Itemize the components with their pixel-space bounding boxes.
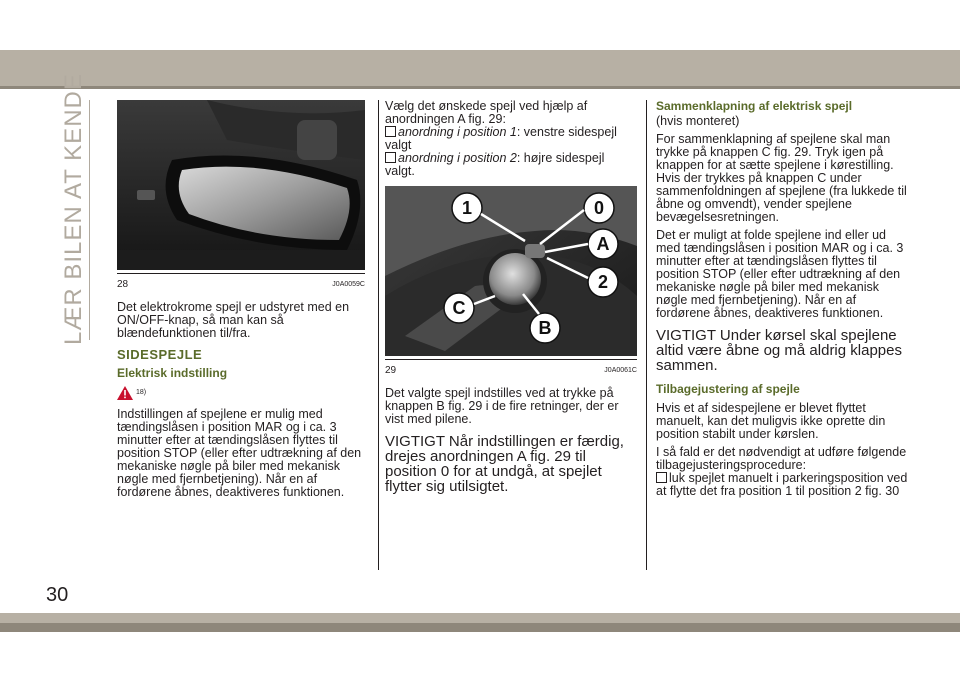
top-band (0, 50, 960, 86)
bullet-italic: anordning i position 1 (398, 125, 517, 139)
label-position-0: 0 (593, 198, 605, 218)
section-heading: SIDESPEJLE (117, 347, 203, 362)
column-2 (385, 100, 637, 500)
bullet-item (385, 126, 637, 152)
label-position-1: 1 (461, 198, 473, 218)
figure-code: J0A0059C (332, 281, 365, 288)
label-device-a: A (596, 234, 610, 254)
top-band-line (0, 86, 960, 89)
figure-29 (385, 186, 637, 360)
section-heading: Sammenklapning af elektrisk spejl (656, 99, 853, 113)
side-section-title: LÆR BILEN AT KENDE (60, 73, 87, 345)
bullet-text: : venstre sidespejl valgt (385, 125, 617, 152)
warning-triangle-icon (117, 386, 133, 400)
intro-paragraph: Vælg det ønskede spejl ved hjælp af anordningen A fig. 29: (385, 99, 588, 126)
side-vertical-rule (89, 100, 90, 340)
bottom-band-dark (0, 623, 960, 632)
column-separator-1 (378, 100, 379, 570)
bullet-text: : højre sidespejl valgt. (385, 151, 605, 178)
column-separator-2 (646, 100, 647, 570)
mirror-control-photo (385, 186, 637, 356)
checkbox-bullet-icon (656, 472, 667, 483)
figure-number: 28 (117, 279, 129, 290)
intro-paragraph: Det elektrokrome spejl er udstyret med en ON/OFF-knap, så man kan så blændefunktionen til/fra. (117, 300, 350, 340)
label-button-b: B (538, 318, 552, 338)
important-note: VIGTIGT Når indstillingen er færdig, drejes anordningen A fig. 29 til position 0 for at undgå, at spejlet flytter sig utilsigtet. (385, 433, 624, 495)
checkbox-bullet-icon (385, 152, 396, 163)
realign-paragraph: Hvis et af sidespejlene er blevet flyttet manuelt, kan det muligvis ikke oprette din position stabilt under kørslen. (656, 401, 886, 441)
bullet-item (656, 472, 912, 498)
column-3 (656, 100, 912, 498)
subheading: Tilbagejustering af spejle (656, 382, 800, 396)
bullet-italic: anordning i position 2 (398, 151, 517, 165)
figure-28 (117, 100, 365, 274)
body-paragraph: Indstillingen af spejlene er mulig med tændingslåsen i position MAR og i ca. 3 minutter efter at tændingslåsen flyttes til position STOP (eller efter udtrækning af den mekaniske nøgle på biler med mekanisk nøgle med fjernbetjening). Når en af fordørene åbnes, deaktiveres funktionen. (117, 407, 362, 499)
bullet-text: luk spejlet manuelt i parkeringsposition ved at flytte det fra position 1 til position 2 fig. 30 (656, 471, 908, 498)
availability-note: (hvis monteret) (656, 114, 740, 128)
procedure-intro: I så fald er det nødvendigt at udføre følgende tilbagejusteringsprocedure: (656, 445, 907, 472)
page-number: 30 (46, 584, 69, 606)
bullet-item (385, 152, 637, 178)
checkbox-bullet-icon (385, 126, 396, 137)
figure-28-caption (117, 278, 365, 291)
folding-paragraph: For sammenklapning af spejlene skal man trykke på knappen C fig. 29. Tryk igen på knappen for at sætte spejlene i kørestilling. Hvis der trykkes på knappen C under sammenfoldningen af spejlene (fra lukkede til åbne og omvendt), vender spejlene bevægelsesretningen. (656, 132, 907, 224)
label-button-c: C (452, 298, 466, 318)
figure-29-caption (385, 364, 637, 377)
bottom-band (0, 613, 960, 623)
figure-number: 29 (385, 365, 397, 376)
rearview-mirror-photo (117, 100, 365, 270)
warning-ref-number: 18) (136, 389, 147, 396)
subheading: Elektrisk indstilling (117, 366, 228, 380)
warning-reference (117, 386, 365, 400)
important-note: VIGTIGT Under kørsel skal spejlene altid være åbne og må aldrig klappes sammen. (656, 327, 902, 374)
label-position-2: 2 (597, 272, 609, 292)
figure-code: J0A0061C (604, 367, 637, 374)
instruction-paragraph: Det valgte spejl indstilles ved at trykke på knappen B fig. 29 i de fire retninger, der er vist med pilene. (385, 386, 619, 426)
folding-condition-paragraph: Det er muligt at folde spejlene ind eller ud med tændingslåsen i position MAR og i ca. 3 minutter efter at tændingslåsen flyttes til position STOP (eller efter udtrækning af den mekaniske nøgle på biler med mekanisk nøgle med fjernbetjening). Når en af fordørene åbnes, deaktiveres funktionen. (656, 228, 904, 320)
column-1 (117, 100, 365, 504)
